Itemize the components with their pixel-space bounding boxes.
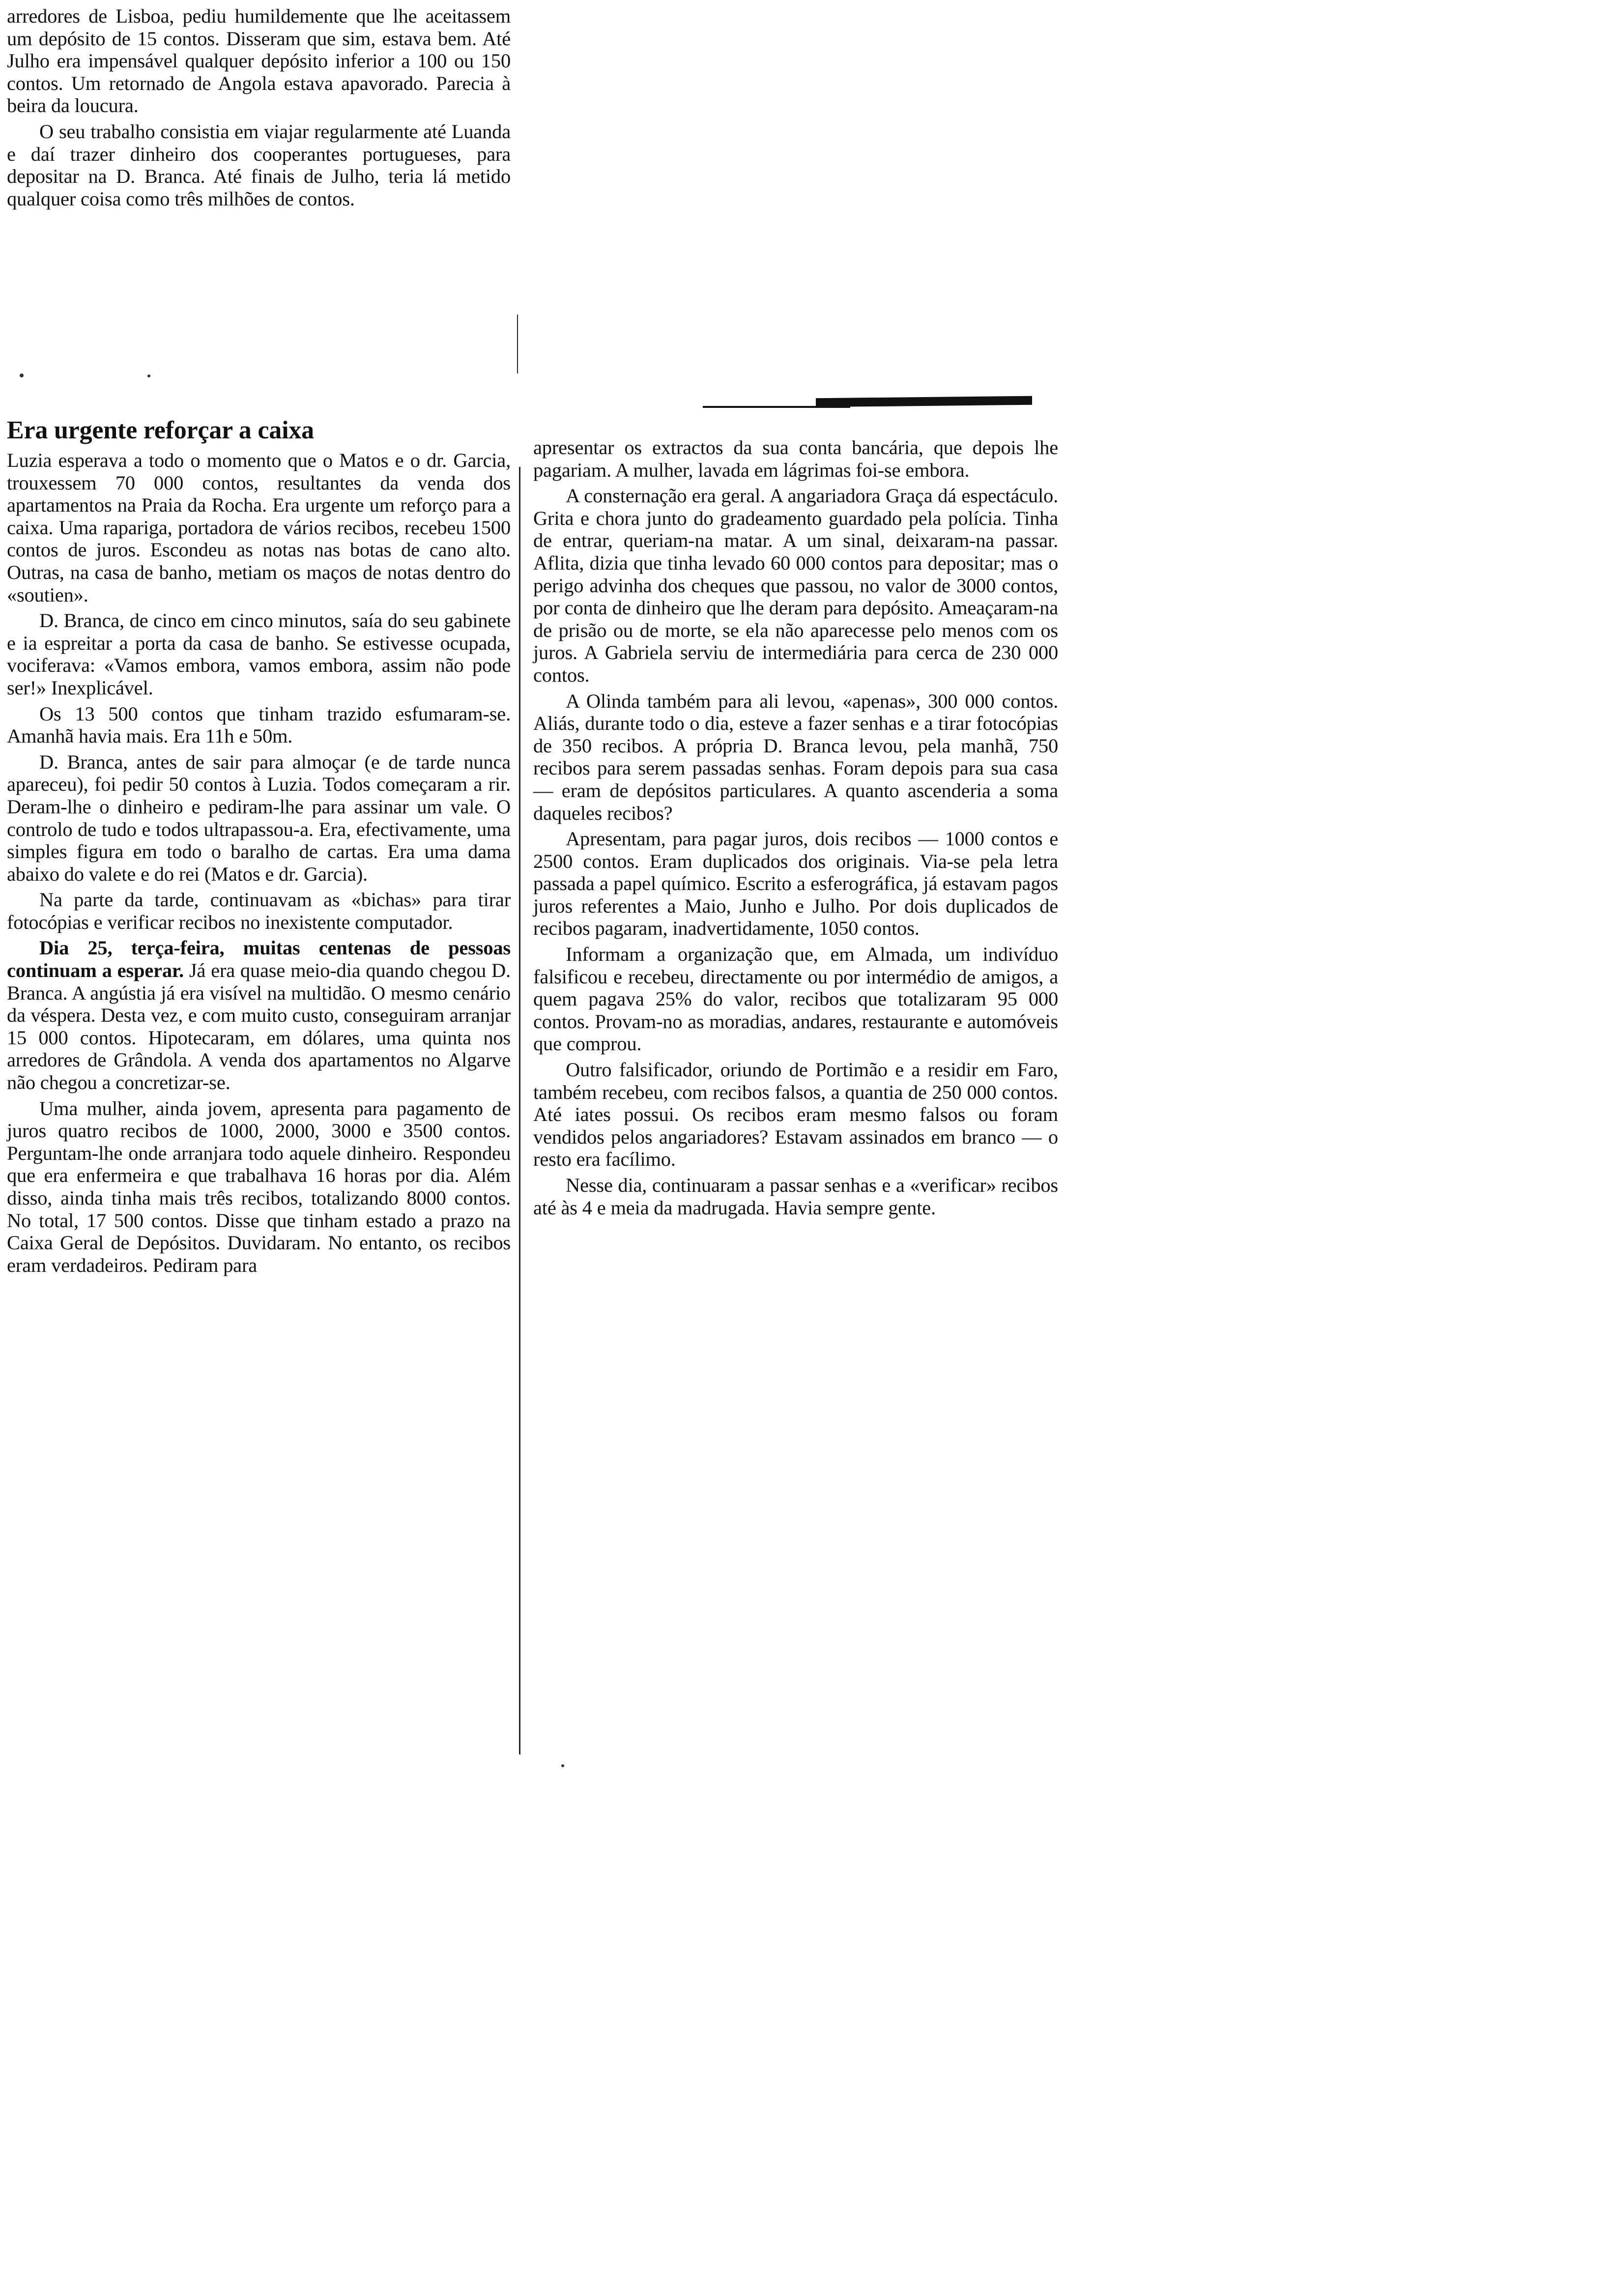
column-divider-edge bbox=[517, 315, 518, 373]
paragraph: Luzia esperava a todo o momento que o Matos e o dr. Garcia, trouxessem 70 000 contos, resultantes da venda dos apartamentos na Praia da Rocha. Era urgente um reforço para a caixa. Uma rapariga, portadora de vários recibos, recebeu 1500 contos de juros. Escondeu as notas nas botas de cano alto. Outras, na casa de banho, metiam os maços de notas dentro do «soutien». bbox=[7, 449, 511, 606]
scan-speck bbox=[20, 373, 24, 377]
paragraph: O seu trabalho consistia em viajar regularmente até Luanda e daí trazer dinheiro dos cooperantes portugueses, para depositar na D. Branca. Até finais de Julho, teria lá metido qualquer coisa como três milhões de contos. bbox=[7, 120, 511, 210]
column-rule bbox=[816, 396, 1032, 407]
column-2 bbox=[533, 436, 1058, 1222]
column-divider bbox=[519, 467, 520, 1754]
paragraph: apresentar os extractos da sua conta bancária, que depois lhe pagariam. A mulher, lavada em lágrimas foi-se embora. bbox=[533, 436, 1058, 481]
column-1 bbox=[7, 415, 511, 1280]
paragraph-rest: Já era quase meio-dia quando chegou D. Branca. A angústia já era visível na multidão. O mesmo cenário da véspera. Desta vez, e com muito custo, conseguiram arranjar 15 000 contos. Hipotecaram, em dólares, uma quinta nos arredores de Grândola. A venda dos apartamentos no Algarve não chegou a concretizar-se. bbox=[7, 959, 511, 1094]
paragraph: A consternação era geral. A angariadora Graça dá espectáculo. Grita e chora junto do gradeamento guardado pela polícia. Tinha de entrar, queriam-na matar. A um sinal, deixaram-na passar. Aflita, dizia que tinha levado 60 000 contos para depositar; mas o perigo advinha dos cheques que passou, no valor de 3000 contos, por conta de dinheiro que lhe deram para depósito. Ameaçaram-na de prisão ou de morte, se ela não aparecesse pelo menos com os juros. A Gabriela serviu de intermediária para cerca de 230 000 contos. bbox=[533, 485, 1058, 686]
paragraph: D. Branca, antes de sair para almoçar (e de tarde nunca apareceu), foi pedir 50 contos à Luzia. Todos começaram a rir. Deram-lhe o dinheiro e pediram-lhe para assinar um vale. O controlo de tudo e todos ultrapassou-a. Era, efectivamente, uma simples figura em todo o baralho de cartas. Era uma dama abaixo do valete e do rei (Matos e dr. Garcia). bbox=[7, 750, 511, 885]
section-heading: Era urgente reforçar a caixa bbox=[7, 416, 314, 444]
paragraph: arredores de Lisboa, pediu humildemente que lhe aceitassem um depósito de 15 contos. Disseram que sim, estava bem. Até Julho era impensável qualquer depósito inferior a 100 ou 150 contos. Um retornado de Angola estava apavorado. Parecia à beira da loucura. bbox=[7, 5, 511, 117]
column-1-top bbox=[7, 5, 511, 213]
paragraph: Outro falsificador, oriundo de Portimão e a residir em Faro, também recebeu, com recibos falsos, a quantia de 250 000 contos. Até iates possui. Os recibos eram mesmo falsos ou foram vendidos pelos angariadores? Estavam assinados em branco — o resto era facílimo. bbox=[533, 1059, 1058, 1171]
paragraph: Informam a organização que, em Almada, um indivíduo falsificou e recebeu, directamente ou por intermédio de amigos, a quem pagava 25% do valor, recibos que totalizaram 95 000 contos. Provam-no as moradias, andares, restaurante e automóveis que comprou. bbox=[533, 943, 1058, 1055]
scan-speck bbox=[561, 1764, 564, 1767]
paragraph: Na parte da tarde, continuavam as «bichas» para tirar fotocópias e verificar recibos no inexistente computador. bbox=[7, 889, 511, 933]
paragraph: Os 13 500 contos que tinham trazido esfumaram-se. Amanhã havia mais. Era 11h e 50m. bbox=[7, 702, 511, 747]
paragraph: A Olinda também para ali levou, «apenas», 300 000 contos. Aliás, durante todo o dia, esteve a fazer senhas e a tirar fotocópias de 350 recibos. A própria D. Branca levou, pela manhã, 750 recibos para serem passadas senhas. Foram depois para sua casa — eram de depósitos particulares. A quanto ascenderia a soma daqueles recibos? bbox=[533, 689, 1058, 824]
column-rule-thin bbox=[703, 406, 850, 408]
paragraph: Apresentam, para pagar juros, dois recibos — 1000 contos e 2500 contos. Eram duplicados dos originais. Via-se pela letra passada a papel químico. Escrito a esferográfica, já estavam pagos juros referentes a Maio, Junho e Julho. Por dois duplicados de recibos pagaram, inadvertidamente, 1050 contos. bbox=[533, 828, 1058, 940]
paragraph: D. Branca, de cinco em cinco minutos, saía do seu gabinete e ia espreitar a porta da casa de banho. Se estivesse ocupada, vociferava: «Vamos embora, vamos embora, assim não pode ser!» Inexplicável. bbox=[7, 609, 511, 699]
paragraph-dated bbox=[7, 937, 511, 1093]
paragraph: Nesse dia, continuaram a passar senhas e a «verificar» recibos até às 4 e meia da madrugada. Havia sempre gente. bbox=[533, 1174, 1058, 1219]
scan-speck bbox=[147, 374, 150, 377]
bold-lead: Dia 25, terça-feira, muitas centenas de pessoas continuam a esperar. bbox=[7, 937, 511, 982]
paragraph: Uma mulher, ainda jovem, apresenta para pagamento de juros quatro recibos de 1000, 2000, 3000 e 3500 contos. Perguntam-lhe onde arranjara todo aquele dinheiro. Respondeu que era enfermeira e que trabalhava 16 horas por dia. Além disso, ainda tinha mais três recibos, totalizando 8000 contos. No total, 17 500 contos. Disse que tinham estado a prazo na Caixa Geral de Depósitos. Duvidaram. No entanto, os recibos eram verdadeiros. Pediram para bbox=[7, 1097, 511, 1276]
